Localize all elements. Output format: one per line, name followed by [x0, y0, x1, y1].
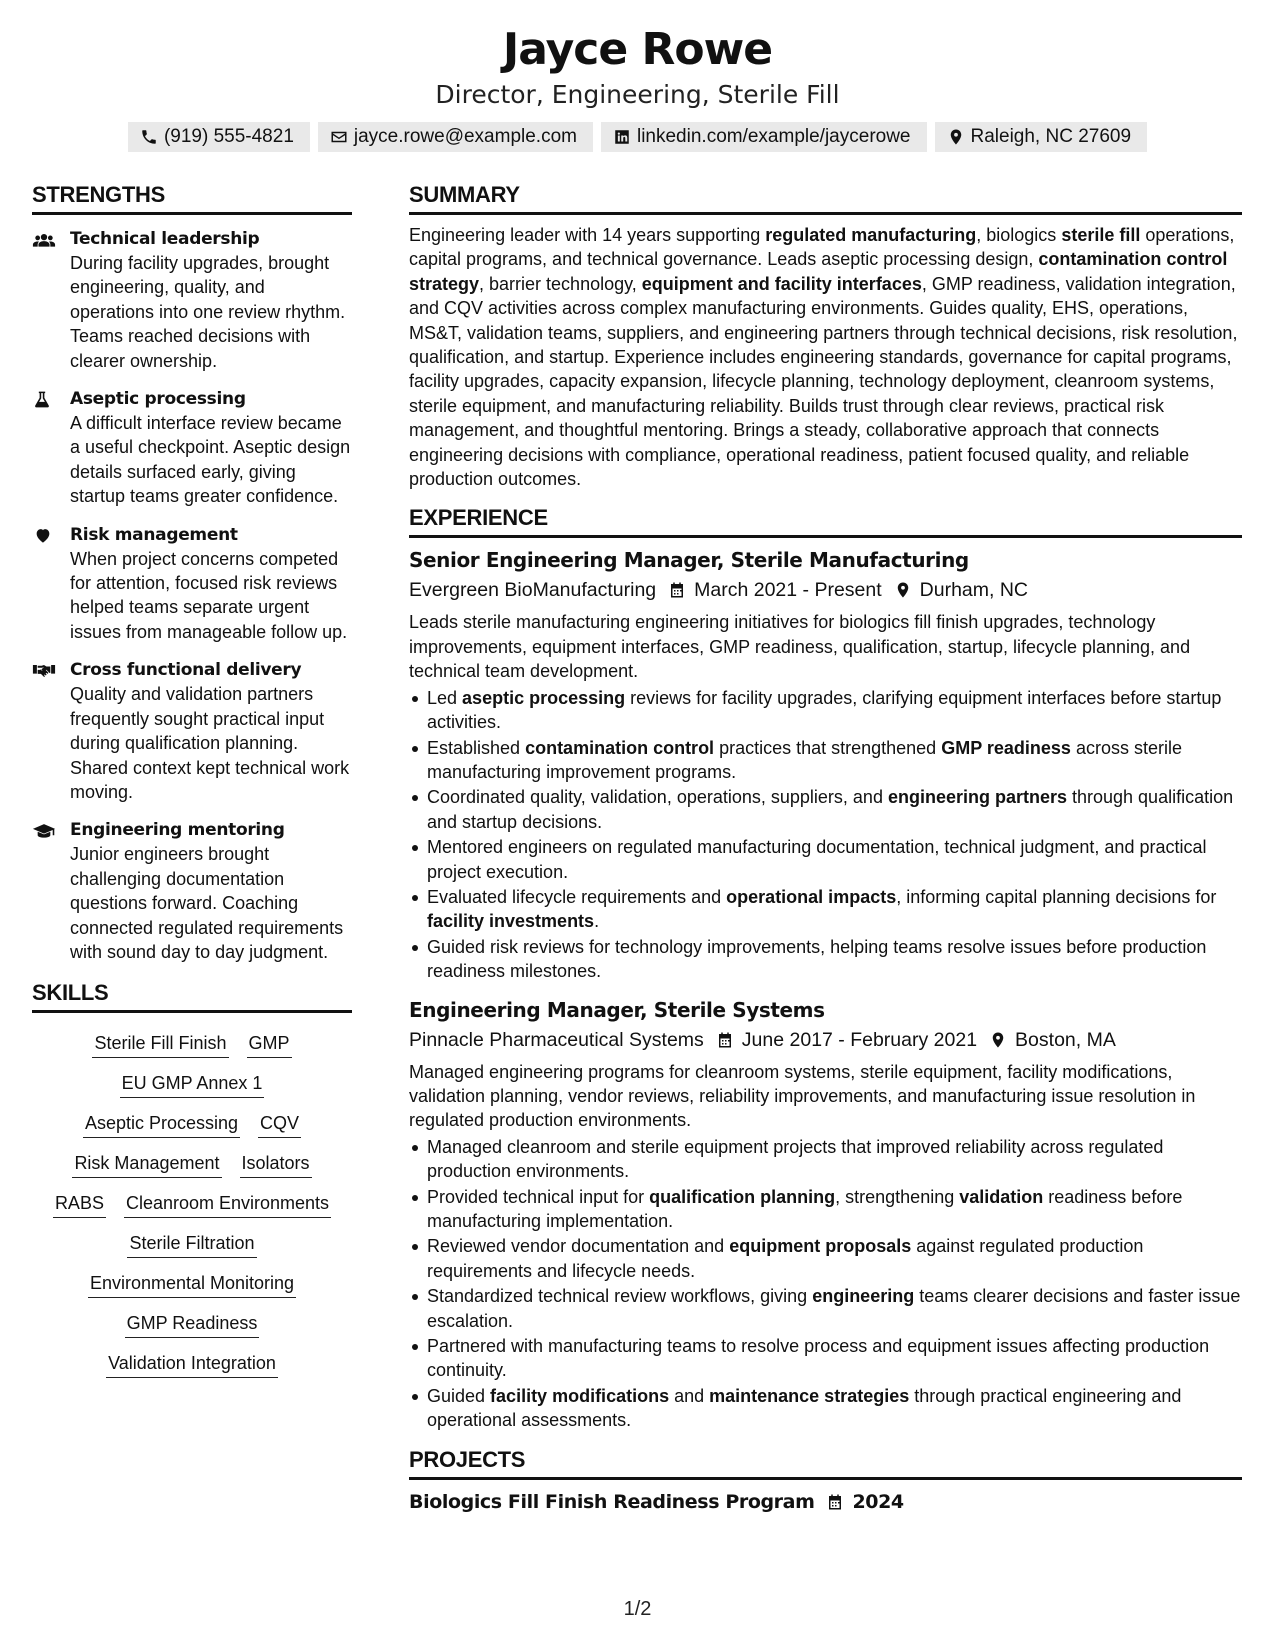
emphasis-text: contamination control	[525, 737, 715, 758]
strength-description: Quality and validation partners frequently sought practical input during qualification planning. Shared context kept technical work moving.	[70, 684, 350, 802]
strength-title: Cross functional delivery	[70, 660, 302, 681]
job-bullets	[409, 686, 1242, 984]
job-bullet: Evaluated lifecycle requirements and operational impacts, informing capital planning decisions for facility investments.	[409, 885, 1242, 934]
resume-header	[0, 22, 1275, 152]
emphasis-text: facility investments	[427, 911, 595, 932]
page-number: 1/2	[623, 1598, 652, 1620]
skill-tag: Sterile Filtration	[127, 1231, 256, 1258]
job-location: Boston, MA	[1015, 1028, 1116, 1051]
summary-text: Engineering leader with 14 years supporting regulated manufacturing, biologics sterile fill operations, capital programs, and technical governance. Leads aseptic processing design, contamination control strategy, barrier technology, equipment and facility interfaces, GMP readiness, validation integration, and CQV activities across complex manufacturing environments. Guides quality, EHS, operations, MS&T, validation teams, suppliers, and engineering partners through technical decisions, risk resolution, qualification, and startup. Experience includes engineering standards, governance for capital programs, facility upgrades, capacity expansion, lifecycle planning, technology deployment, cleanroom systems, sterile equipment, and manufacturing reliability. Builds trust through clear reviews, practical risk management, and thoughtful mentoring. Brings a steady, collaborative approach that connects engineering decisions with compliance, operational readiness, patient focused quality, and reliable production outcomes.	[409, 225, 1238, 490]
strength-title: Technical leadership	[70, 229, 260, 249]
project-year: 2024	[852, 1490, 904, 1513]
map-pin-icon	[989, 1031, 1007, 1049]
skill-tag: Sterile Fill Finish	[92, 1031, 228, 1058]
job-bullet: Guided risk reviews for technology improvements, helping teams resolve issues before production readiness milestones.	[409, 935, 1242, 984]
job-bullets	[409, 1135, 1242, 1433]
job-title: Engineering Manager, Sterile Systems	[409, 997, 825, 1022]
emphasis-text: aseptic processing	[462, 687, 626, 708]
emphasis-text: GMP readiness	[941, 737, 1071, 758]
emphasis-text: validation	[959, 1186, 1044, 1207]
emphasis-text: maintenance strategies	[709, 1385, 910, 1406]
project-entry	[409, 1488, 1242, 1516]
strength-item	[32, 387, 352, 509]
main-column	[409, 180, 1242, 1516]
strength-description: During facility upgrades, brought engineering, quality, and operations into one review rhythm. Teams reached decisions with clearer ownership.	[70, 253, 346, 371]
calendar-icon	[716, 1031, 734, 1049]
emphasis-text: engineering partners	[887, 787, 1067, 808]
candidate-name: Jayce Rowe	[502, 24, 773, 75]
job-dates: March 2021 - Present	[694, 579, 882, 602]
contact-phone-text: (919) 555-4821	[163, 126, 294, 147]
emphasis-text: qualification planning	[649, 1186, 836, 1207]
skill-tag: RABS	[53, 1191, 106, 1218]
graduation-cap-icon	[32, 821, 56, 840]
users-icon	[32, 230, 56, 249]
strength-title: Engineering mentoring	[70, 820, 285, 841]
strength-item	[32, 523, 352, 645]
emphasis-text: sterile fill	[1061, 225, 1141, 245]
job-bullet: Managed cleanroom and sterile equipment projects that improved reliability across regulated production environments.	[409, 1135, 1242, 1184]
job-company: Evergreen BioManufacturing	[409, 579, 657, 602]
summary-heading: SUMMARY	[409, 180, 1242, 215]
emphasis-text: engineering	[812, 1286, 915, 1307]
skill-tag: Cleanroom Environments	[124, 1191, 331, 1218]
skills-heading: SKILLS	[32, 978, 352, 1013]
contact-email[interactable]	[318, 122, 593, 152]
candidate-title: Director, Engineering, Sterile Fill	[435, 80, 840, 109]
strength-description: When project concerns competed for attention, focused risk reviews helped teams separate urgent issues from manageable follow up.	[70, 548, 348, 642]
skill-tag: Isolators	[240, 1151, 312, 1178]
job-description: Leads sterile manufacturing engineering initiatives for biologics fill finish upgrades, technology improvements, equipment interfaces, GMP readiness, qualification, startup, lifecycle planning, and technical team development.	[409, 612, 1191, 682]
job-entry	[409, 546, 1242, 983]
linkedin-icon	[613, 128, 631, 146]
strength-description: Junior engineers brought challenging documentation questions forward. Coaching connected regulated requirements with sound day to day judgment.	[70, 844, 344, 962]
job-title: Senior Engineering Manager, Sterile Manufacturing	[409, 548, 969, 573]
skill-tag: Risk Management	[72, 1151, 221, 1178]
heart-icon	[32, 526, 54, 545]
strength-item	[32, 658, 352, 804]
job-bullet: Mentored engineers on regulated manufacturing documentation, technical judgment, and practical project execution.	[409, 835, 1242, 884]
phone-icon	[140, 128, 158, 146]
job-description: Managed engineering programs for cleanroom systems, sterile equipment, facility modifications, validation planning, vendor reviews, reliability improvements, and manufacturing issue resolution in regulated production environments.	[409, 1061, 1196, 1131]
strengths-list	[32, 227, 352, 964]
contact-linkedin[interactable]	[601, 122, 927, 152]
emphasis-text: facility modifications	[490, 1385, 670, 1406]
calendar-icon	[826, 1493, 844, 1511]
sidebar	[32, 180, 352, 1391]
job-bullet: Coordinated quality, validation, operations, suppliers, and engineering partners through qualification and startup decisions.	[409, 785, 1242, 834]
contact-location-text: Raleigh, NC 27609	[970, 126, 1132, 147]
strength-title: Risk management	[70, 524, 238, 545]
contact-bar	[0, 122, 1275, 152]
emphasis-text: contamination control strategy	[409, 249, 1228, 294]
contact-linkedin-text[interactable]: linkedin.com/example/jaycerowe	[636, 126, 911, 147]
skill-tag: Aseptic Processing	[83, 1111, 240, 1138]
projects-heading: PROJECTS	[409, 1445, 1242, 1480]
skill-tag: CQV	[258, 1111, 301, 1138]
emphasis-text: regulated manufacturing	[765, 225, 977, 245]
strengths-heading: STRENGTHS	[32, 180, 352, 215]
map-pin-icon	[947, 128, 965, 146]
job-bullet: Partnered with manufacturing teams to resolve process and equipment issues affecting production continuity.	[409, 1334, 1242, 1383]
job-meta	[409, 1026, 1242, 1054]
job-bullet: Led aseptic processing reviews for facility upgrades, clarifying equipment interfaces before startup activities.	[409, 686, 1242, 735]
job-bullet: Guided facility modifications and maintenance strategies through practical engineering and operational assessments.	[409, 1384, 1242, 1433]
job-dates: June 2017 - February 2021	[741, 1028, 978, 1051]
skill-tag: Validation Integration	[106, 1351, 278, 1378]
contact-email-text[interactable]: jayce.rowe@example.com	[353, 126, 577, 147]
contact-location	[935, 122, 1148, 152]
job-meta	[409, 576, 1242, 604]
strength-description: A difficult interface review became a useful checkpoint. Aseptic design details surfaced early, giving startup teams greater confidence.	[70, 413, 351, 507]
skills-list	[32, 1031, 352, 1378]
contact-phone	[128, 122, 310, 152]
skill-tag: Environmental Monitoring	[88, 1271, 296, 1298]
skill-tag: EU GMP Annex 1	[120, 1071, 265, 1098]
job-bullet: Established contamination control practices that strengthened GMP readiness across sterile manufacturing improvement programs.	[409, 736, 1242, 785]
skill-tag: GMP Readiness	[125, 1311, 260, 1338]
job-company: Pinnacle Pharmaceutical Systems	[409, 1028, 704, 1051]
flask-icon	[32, 390, 52, 409]
calendar-icon	[668, 581, 686, 599]
strength-item	[32, 818, 352, 964]
emphasis-text: operational impacts	[726, 886, 897, 907]
strength-title: Aseptic processing	[70, 389, 246, 410]
experience-heading: EXPERIENCE	[409, 503, 1242, 538]
skill-tag: GMP	[247, 1031, 292, 1058]
job-entry	[409, 996, 1242, 1433]
emphasis-text: equipment and facility interfaces	[641, 273, 922, 294]
strength-item	[32, 227, 352, 373]
job-bullet: Provided technical input for qualification planning, strengthening validation readiness before manufacturing implementation.	[409, 1185, 1242, 1234]
job-location: Durham, NC	[919, 579, 1029, 602]
project-name: Biologics Fill Finish Readiness Program	[409, 1490, 815, 1513]
handshake-icon	[32, 661, 56, 680]
envelope-icon	[330, 128, 348, 146]
job-bullet: Reviewed vendor documentation and equipment proposals against regulated production requirements and lifecycle needs.	[409, 1234, 1242, 1283]
job-bullet: Standardized technical review workflows, giving engineering teams clearer decisions and faster issue escalation.	[409, 1284, 1242, 1333]
map-pin-icon	[894, 581, 912, 599]
emphasis-text: equipment proposals	[729, 1236, 912, 1257]
